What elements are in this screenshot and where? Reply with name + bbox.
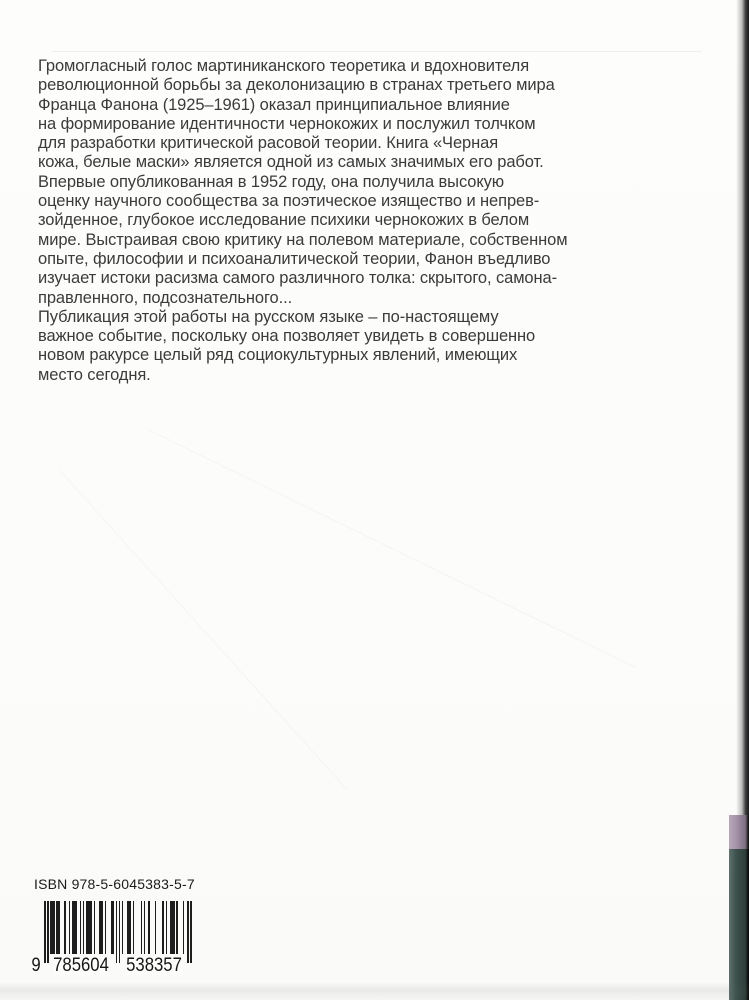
blurb-line: для разработки критической расовой теории. Книга «Черная (38, 134, 499, 153)
barcode-bar (127, 901, 132, 954)
page-bottom-shadow (0, 982, 749, 1000)
barcode-digit-lead: 9 (31, 955, 41, 976)
barcode-digit-group-left: 785604 (53, 955, 109, 976)
barcode-bar (170, 901, 175, 954)
barcode-bar (183, 901, 185, 954)
adjacent-spine-tab (729, 815, 749, 1000)
barcode-bar (86, 901, 92, 954)
barcode-bar (80, 901, 82, 954)
barcode-bar (83, 901, 85, 954)
blurb-line: важное событие, поскольку она позволяет увидеть в совершенно (38, 327, 536, 346)
barcode-bar (44, 901, 46, 963)
blurb-line: изучает истоки расизма самого различного толка: скрытого, самона- (38, 269, 557, 288)
barcode (31, 901, 192, 976)
barcode-bar (133, 901, 135, 954)
barcode-bar (50, 901, 55, 954)
scan-crease-horizontal (52, 51, 702, 52)
isbn-label: ISBN 978-5-6045383-5-7 (34, 876, 195, 892)
barcode-bar (72, 901, 77, 954)
barcode-bar (166, 901, 168, 954)
barcode-bar (69, 901, 71, 954)
barcode-bar (99, 901, 104, 954)
barcode-bar (105, 901, 107, 954)
barcode-bar (116, 901, 118, 963)
barcode-bar (122, 901, 124, 954)
barcode-bar (111, 901, 114, 954)
blurb-line: Франца Фанона (1925–1961) оказал принципиальное влияние (38, 95, 510, 114)
barcode-bar (144, 901, 146, 954)
spine-tab-purple (729, 815, 749, 849)
barcode-bar (56, 901, 59, 954)
blurb-line: Громогласный голос мартиниканского теоретика и вдохновителя (38, 57, 530, 75)
page-edge-shadow (736, 0, 749, 816)
blurb-line: правленного, подсознательного... (38, 288, 293, 307)
blurb-line: Публикация этой работы на русском языке – по-настоящему (38, 307, 499, 326)
barcode-bar (155, 901, 157, 954)
barcode-bar (119, 901, 121, 963)
blurb-line: новом ракурсе целый ряд социокультурных явлений, имеющих (38, 346, 518, 365)
blurb-line: на формирование идентичности чернокожих и послужил толчком (38, 114, 536, 133)
blurb-line: зойденное, глубокое исследование психики чернокожих в белом (38, 211, 530, 230)
scan-crease-diagonal (150, 430, 636, 668)
blurb-line: Впервые опубликованная в 1952 году, она получила высокую (38, 172, 505, 191)
barcode-bar (187, 901, 189, 963)
scan-crease-diagonal (59, 470, 347, 790)
blurb-line: кожа, белые маски» является одной из самых значимых его работ. (38, 153, 544, 172)
barcode-bar (162, 901, 164, 954)
barcode-bar (148, 901, 150, 954)
blurb-line: революционной борьбы за деколонизацию в странах третьего мира (38, 76, 555, 95)
barcode-bar (64, 901, 66, 954)
barcode-bar (47, 901, 49, 963)
spine-tab-teal (729, 849, 749, 1000)
barcode-bar (176, 901, 178, 954)
blurb-line: место сегодня. (38, 365, 151, 384)
blurb-line: мире. Выстраивая свою критику на полевом материале, собственном (38, 230, 568, 249)
blurb-line: опыте, философии и психоаналитической теории, Фанон въедливо (38, 249, 551, 268)
barcode-digit-group-right: 538357 (126, 955, 182, 976)
barcode-bar (141, 901, 143, 954)
blurb-line: оценку научного сообщества за поэтическое изящество и непрев- (38, 192, 540, 211)
blurb-text (38, 57, 698, 385)
barcode-bar (94, 901, 96, 954)
barcode-bar (190, 901, 192, 963)
